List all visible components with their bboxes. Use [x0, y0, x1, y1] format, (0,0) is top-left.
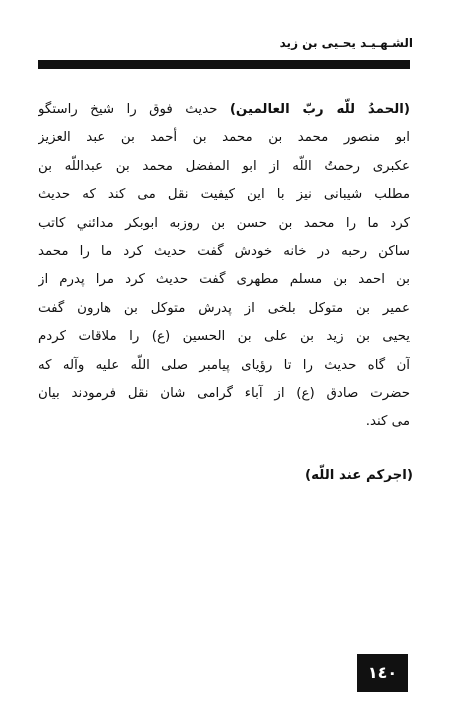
lead-rest: حديث فوق را شيخ راستگو: [38, 102, 230, 117]
body-line: كرد ما را محمد بن حسن بن روزبه ابوبكر مدائني كاتب: [38, 215, 410, 231]
body-line-1: [38, 96, 410, 124]
body-line: يحيى بن زيد بن على بن الحسين (ع) را ملاقات كردم: [38, 329, 410, 345]
body-paragraph: [38, 96, 410, 437]
header-rule: [38, 60, 410, 69]
body-line: ساكن رحبه در خانه خودش گفت حديث كرد ما را محمد: [38, 243, 410, 259]
closing-phrase: (اجركم عند اللّه): [305, 468, 413, 483]
body-line: ابو منصور محمد بن محمد بن أحمد بن عبد العزيز: [38, 130, 410, 146]
body-line-last: مى كند.: [365, 414, 410, 430]
body-line: بن احمد بن مسلم مطهرى گفت حديث كرد مرا پدرم از: [38, 272, 410, 288]
body-line: حضرت صادق (ع) از آباء گرامى شان نقل فرمودند بيان: [38, 385, 410, 401]
body-line: عمير بن متوكل بلخى از پدرش متوكل بن هارون گفت: [38, 300, 410, 316]
body-line: مطلب شيبانى نيز با اين كيفيت نقل مى كند كه حديث: [38, 187, 410, 203]
body-line: آن گاه حديث را تا رؤياى پيامبر صلى اللّه عليه وآله كه: [38, 357, 410, 373]
body-line: عكبرى رحمتُ اللّه از ابو المفضل محمد بن عبداللّه بن: [38, 158, 410, 174]
lead-phrase: (الحمدُ للّه ربّ العالمين): [229, 102, 410, 117]
page-number: ۱٤٠: [357, 654, 408, 692]
running-header: الشـهـيـد يحـيى بن زيد: [279, 36, 413, 50]
